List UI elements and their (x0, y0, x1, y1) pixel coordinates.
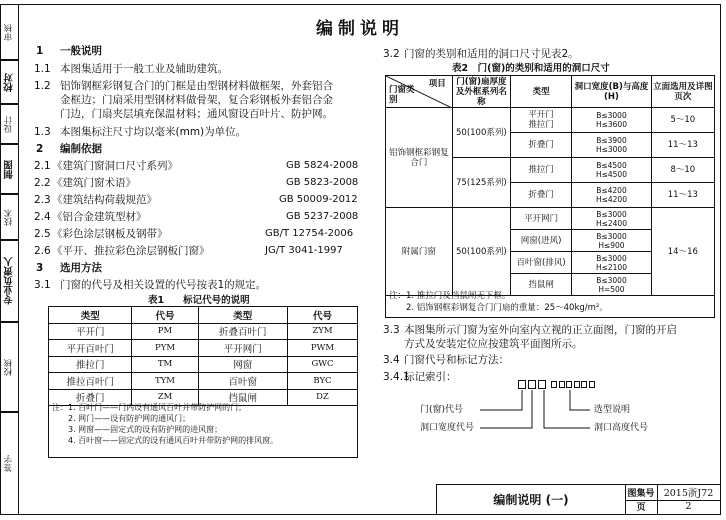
ref-number: 2.2 (34, 177, 51, 189)
ref-standard: JG/T 3041-1997 (265, 245, 343, 256)
ref-standard: GB/T 12754-2006 (265, 228, 354, 239)
ref-name: 《铝合金建筑型材》 (52, 211, 147, 223)
size-cell: B≤3000 H≤2400 (572, 208, 651, 230)
section-number: 2 (36, 143, 44, 155)
type-cell: 折叠门 (510, 183, 571, 208)
sidebar-label: 设计 (4, 115, 15, 133)
table-row (49, 340, 358, 357)
page-number: 2 (685, 501, 692, 513)
type-cell: 推拉门 (510, 158, 571, 183)
sidebar-cell (0, 144, 18, 194)
ref-name: 《彩色涂层钢板及钢带》 (52, 228, 168, 240)
table-header: 洞口宽度(B)与高度(H) (572, 76, 651, 108)
table1 (48, 306, 358, 406)
label-door-code: 门(窗)代号 (420, 405, 464, 415)
para-text: 本图集所示门窗为室外向室内立视的正立面图，门窗的开启 (404, 324, 677, 336)
page-cell: 8～10 (651, 158, 714, 183)
table-cell: DZ (287, 389, 357, 406)
size-cell: B≤3000 H≤2100 (572, 252, 651, 274)
para-text: 方式及安装定位应按建筑平面图所示。 (404, 338, 583, 350)
category-cell (386, 108, 453, 208)
note-line: 注：1. 推拉门及挡鼠闸无下框。 (389, 291, 511, 301)
table-cell: PYM (132, 340, 198, 357)
table-header: 门(窗)扇厚度及外框系列名称 (452, 76, 510, 108)
para-number: 3.1 (34, 279, 51, 291)
table1-caption: 表1 标记代号的说明 (148, 295, 250, 306)
header-category-label: 门窗类别 (389, 85, 415, 105)
title-block-name: 编制说明 (一) (437, 485, 626, 514)
table-header: 类型 (49, 307, 132, 324)
para-number: 1.3 (34, 126, 51, 138)
para-number: 3.4 (383, 354, 400, 366)
approval-sidebar (0, 4, 18, 515)
atlas-number: 2015浙J72 (663, 488, 714, 500)
para-number: 3.4.1 (383, 371, 410, 383)
table-cell: 挡鼠闸 (198, 389, 287, 406)
table-cell: 百叶窗 (198, 373, 287, 390)
type-cell: 挡鼠闸 (510, 274, 571, 296)
para-text: 门窗代号和标记方法： (404, 354, 509, 366)
para-number: 1.1 (34, 63, 51, 75)
para-number: 3.2 (383, 48, 400, 60)
table-header: 类型 (510, 76, 571, 108)
table-cell: ZYM (287, 323, 357, 340)
size-cell: B≤3000 H≤900 (572, 230, 651, 252)
sidebar-label: 校核 (4, 358, 15, 376)
para-text: 门窗的类别和适用的洞口尺寸见表2。 (404, 48, 579, 60)
type-cell: 平开门 推拉门 (510, 108, 571, 133)
table-cell: 网窗 (198, 356, 287, 373)
table2-caption: 表2 门(窗)的类别和适用的洞口尺寸 (452, 63, 610, 74)
para-text: 标记索引： (404, 371, 457, 383)
page-cell: 5～10 (651, 108, 714, 133)
table-cell: 平开门 (49, 323, 132, 340)
ref-number: 2.3 (34, 194, 51, 206)
atlas-label: 图集号 (625, 485, 658, 500)
ref-standard: GB 5237-2008 (286, 211, 359, 222)
code-box (589, 381, 595, 388)
table-header-row (49, 307, 358, 324)
ref-standard: GB 5824-2008 (286, 160, 359, 171)
label-width-code: 洞口宽度代号 (420, 423, 475, 433)
sidebar-cell (0, 60, 18, 104)
sidebar-label: 签字 (4, 455, 15, 472)
page-cell: 14～16 (651, 208, 714, 296)
table-cell: 平开百叶门 (49, 340, 132, 357)
table1-notes (48, 402, 358, 458)
code-box (574, 381, 580, 388)
para-number: 3.3 (383, 324, 400, 336)
table-cell: TM (132, 356, 198, 373)
table-row (49, 323, 358, 340)
series-cell: 50(100系列) (452, 208, 510, 296)
code-box (581, 381, 587, 388)
para-text: 门边，门扇夹层填充保温材料；通风窗设百叶片、防护网。 (60, 108, 333, 120)
series-cell: 75(125系列) (452, 158, 510, 208)
size-cell: B≤4200 H≤4200 (572, 183, 651, 208)
table-header: 类型 (198, 307, 287, 324)
ref-name: 《建筑结构荷载规范》 (52, 194, 157, 206)
ref-number: 2.4 (34, 211, 51, 223)
para-text: 门窗的代号及相关设置的代号按表1的规定。 (60, 279, 267, 291)
table-header-row (386, 76, 715, 108)
para-text: 金框边；门扇采用型钢材料做骨架，复合彩钢板外套铝合金 (60, 94, 333, 106)
note-line: 2. 铝饰钢框彩钢复合门门扇的重量：25～40kg/m²。 (389, 303, 608, 313)
sidebar-cell (0, 104, 18, 144)
type-cell: 平开网门 (510, 208, 571, 230)
para-number: 1.2 (34, 80, 51, 92)
table-cell: BYC (287, 373, 357, 390)
table-cell: 折叠百叶门 (198, 323, 287, 340)
category-cell: 附属门窗 (386, 208, 453, 296)
sidebar-label: 制图 (3, 159, 15, 179)
section-title: 选用方法 (60, 262, 102, 274)
para-text: 铝饰钢框彩钢复合门的门框是由型钢材料做框架，外套铝合 (60, 80, 333, 92)
sidebar-cell (0, 194, 18, 240)
ref-number: 2.6 (34, 245, 51, 257)
table-row (49, 356, 358, 373)
sidebar-label: 技术 (4, 208, 15, 226)
page-cell: 11～13 (651, 133, 714, 158)
type-cell: 网窗(进风) (510, 230, 571, 252)
table-cell: PM (132, 323, 198, 340)
note-line: 2. 网门——设有防护网的通风门； (52, 414, 191, 423)
table-cell: 推拉门 (49, 356, 132, 373)
label-select: 选型说明 (594, 405, 631, 415)
page-label: 页 (625, 500, 658, 515)
sidebar-label: 校对 (3, 72, 15, 92)
ref-standard: GB 5823-2008 (286, 177, 359, 188)
table-cell: 平开网门 (198, 340, 287, 357)
sidebar-label: 审核 (4, 23, 15, 41)
note-line: 4. 百叶窗——固定式的设有通风百叶并带防护网的排风窗。 (52, 436, 279, 445)
table-row (386, 208, 715, 230)
note-line: 注：1. 百叶门——门内设有通风百叶并带防护网的门； (52, 403, 247, 412)
code-box (566, 381, 572, 388)
ref-name: 《建筑门窗洞口尺寸系列》 (52, 160, 178, 172)
title-block (436, 484, 721, 515)
category-label: 铝饰钢框彩钢复合门 (389, 147, 449, 168)
page-cell: 11～13 (651, 183, 714, 208)
size-cell: B≤3000 H≤3600 (572, 108, 651, 133)
note-line: 3. 网窗——固定式的设有防护网的进风窗； (52, 425, 223, 434)
table-cell: PWM (287, 340, 357, 357)
table-header-diagonal (386, 76, 453, 108)
ref-name: 《建筑门窗术语》 (52, 177, 136, 189)
para-text: 本图集适用于一般工业及辅助建筑。 (60, 63, 228, 75)
section-number: 3 (36, 262, 44, 274)
table-cell: TYM (132, 373, 198, 390)
page-title: 编制说明 (316, 19, 404, 39)
section-number: 1 (36, 45, 44, 57)
type-cell: 折叠门 (510, 133, 571, 158)
size-cell: B≤3900 H≤3000 (572, 133, 651, 158)
table-row (49, 373, 358, 390)
section-title: 一般说明 (60, 45, 102, 57)
table-header: 立面选用及详图页次 (651, 76, 714, 108)
size-cell: B≤3000 H=500 (572, 274, 651, 296)
series-cell: 50(100系列) (452, 108, 510, 158)
para-text: 本图集标注尺寸均以毫米(mm)为单位。 (60, 126, 247, 138)
sidebar-cell (0, 4, 18, 60)
size-cell: B≤4500 H≤4500 (572, 158, 651, 183)
table-header: 代号 (132, 307, 198, 324)
table-row (386, 108, 715, 133)
sidebar-cell (0, 322, 18, 412)
table-cell: ZM (132, 389, 198, 406)
section-title: 编制依据 (60, 143, 102, 155)
table-cell: 推拉百叶门 (49, 373, 132, 390)
code-box (559, 381, 565, 388)
ref-name: 《平开、推拉彩色涂层钢板门窗》 (52, 245, 210, 257)
sidebar-cell (0, 412, 18, 515)
sidebar-label: 专业负责人 (3, 257, 15, 305)
table-cell: GWC (287, 356, 357, 373)
label-height-code: 洞口高度代号 (594, 423, 649, 433)
sidebar-cell (0, 240, 18, 322)
table-header: 代号 (287, 307, 357, 324)
ref-standard: GB 50009-2012 (279, 194, 358, 205)
table2-notes (385, 290, 715, 318)
header-item-label: 项目 (428, 79, 446, 89)
table-cell: 折叠门 (49, 389, 132, 406)
type-cell: 百叶窗(排风) (510, 252, 571, 274)
table2 (385, 75, 715, 296)
ref-number: 2.1 (34, 160, 51, 172)
code-box (551, 381, 557, 388)
ref-number: 2.5 (34, 228, 51, 240)
